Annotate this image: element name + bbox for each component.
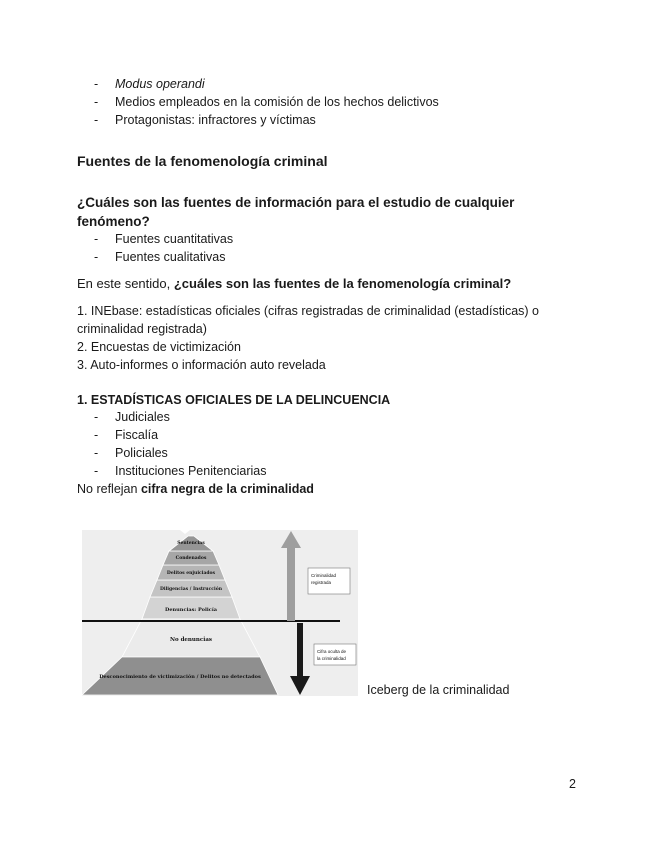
- registered-box-line-2: registrada: [311, 580, 332, 585]
- dark-figure-line: No reflejan cifra negra de la criminalidad: [77, 482, 314, 496]
- list-item: - Fuentes cualitativas: [94, 250, 226, 264]
- stats-heading: 1. ESTADÍSTICAS OFICIALES DE LA DELINCUENCIA: [77, 393, 391, 407]
- top-bullet-list: [94, 75, 439, 129]
- list-item: - Protagonistas: infractores y víctimas: [94, 113, 316, 127]
- numbered-line-2: 2. Encuestas de victimización: [77, 340, 241, 354]
- figure-caption: Iceberg de la criminalidad: [367, 683, 510, 697]
- level-label-desconocimiento: Desconocimiento de victimización / Delitos no detectados: [99, 674, 261, 680]
- registered-box-line-1: Criminalidad: [311, 573, 337, 578]
- level-label-denuncias: Denuncias: Policía: [165, 607, 217, 613]
- level-label-sentencias: Sentencias: [177, 541, 205, 546]
- level-label-diligencias: Diligencias / Instrucción: [159, 587, 223, 592]
- level-label-no-denuncias: No denuncias: [169, 637, 213, 643]
- iceberg-diagram: [82, 530, 358, 696]
- hidden-box-line-2: la criminalidad: [317, 656, 346, 661]
- question-heading: ¿Cuáles son las fuentes de información para el estudio de cualquier fenómeno?: [77, 195, 515, 229]
- list-item: - Instituciones Penitenciarias: [94, 464, 267, 478]
- list-item: - Fiscalía: [94, 428, 159, 442]
- numbered-line-3: 3. Auto-informes o información auto revelada: [77, 358, 326, 372]
- numbered-line-1: 1. INEbase: estadísticas oficiales (cifras registradas de criminalidad (estadísticas) o: [77, 304, 539, 318]
- section-title: Fuentes de la fenomenología criminal: [77, 153, 328, 169]
- page-number: 2: [569, 777, 576, 791]
- sense-paragraph: En este sentido, ¿cuáles son las fuentes de la fenomenología criminal?: [77, 276, 512, 291]
- stats-list: [94, 408, 266, 480]
- numbered-line-1b: criminalidad registrada): [77, 322, 207, 336]
- list-item: - Modus operandi: [94, 77, 205, 91]
- list-item: - Fuentes cuantitativas: [94, 232, 234, 246]
- level-label-condenados: Condenados: [175, 556, 207, 561]
- sources-list: [94, 230, 233, 266]
- list-item: - Medios empleados en la comisión de los hechos delictivos: [94, 95, 439, 109]
- level-label-delitos: Delitos enjuiciados: [166, 571, 216, 576]
- hidden-crime-box: [314, 644, 356, 665]
- list-item: - Policiales: [94, 446, 168, 460]
- hidden-box-line-1: Cifra oculta de: [317, 649, 347, 654]
- list-item: - Judiciales: [94, 410, 170, 424]
